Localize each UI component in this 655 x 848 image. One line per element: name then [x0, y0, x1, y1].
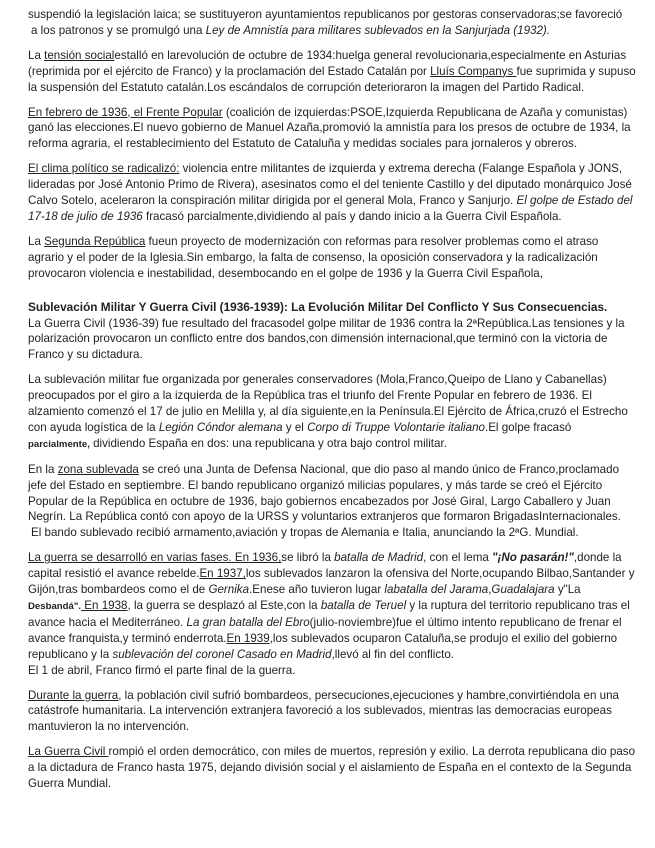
text: dividiendo España en dos: una republicana y otra bajo control militar.: [89, 436, 447, 450]
durante-guerra-link[interactable]: Durante la guerra,: [28, 688, 122, 702]
frente-popular-paragraph: [28, 105, 636, 153]
text: violencia entre militantes de izquierda y extrema derecha (Falange Española y JONS, lideradas por José Antonio Primo de Rivera), asesinatos como el del teniente Castillo y del diputado monárquico José Calvo Sotelo, aceleraron la conspiración militar dirigida por el general Mola, Franco y Sanjurjo.: [28, 162, 632, 208]
text: se libró la: [281, 551, 335, 565]
text: El 1 de abril, Franco firmó el parte final de la guerra.: [28, 663, 296, 677]
text: La: [28, 234, 45, 248]
document-page: [28, 7, 636, 801]
text: ,los sublevados ocuparon Cataluña,se produjo el exilio del gobierno republicano y la: [28, 631, 618, 661]
zona-sublevada-paragraph: [28, 462, 636, 542]
sublevacion-casado: sublevación del coronel Casado en Madrid: [112, 647, 332, 661]
year-1938-link[interactable]: En 1938: [81, 599, 128, 612]
zona-sublevada-link[interactable]: zona sublevada: [57, 462, 139, 476]
text: .El golpe fracasó: [484, 420, 572, 434]
guerra-civil-link[interactable]: La Guerra Civil: [28, 745, 109, 759]
text: ,donde la capital resistió el avance rebelde.: [28, 551, 622, 581]
text: (coalición de izquierdas:PSOE,Izquierda Republicana de Azaña y comunistas) ganó las elecciones.El nuevo gobierno de Manuel Azaña,promovió la amnistía para los presos de octubre de 1934, la reforma agraria, el restablecimiento del Estatuto de Cataluña y medidas sociales para jornaleros y obreros.: [28, 105, 631, 151]
durante-guerra-paragraph: [28, 688, 636, 736]
text: parcialmente,: [28, 438, 90, 450]
text: fracasó parcialmente,dividiendo al país y dando inicio a la Guerra Civil Española.: [142, 209, 562, 223]
text: La sublevación militar fue organizada por generales conservadores (Mola,Franco,Queipo de Llano y Cabanellas) preocupados por el giro a la izquierda de la República tras el triunfo del Frente Popular en febrero de 1936. El alzamiento comenzó el 17 de julio en Melilla y, al día siguiente,en la Península.El Ejército de África,cruzó el Estrecho con ayuda logística de la: [28, 373, 628, 434]
text: (julio-noviembre)fue el último intento republicano de frenar el avance franquista,y terminó enderrota.: [28, 615, 622, 645]
golpe-estado-italic: El golpe de Estado del 17-18 de julio de 1936: [28, 194, 633, 223]
intro-paragraph: [28, 7, 636, 39]
text: , con el lema: [423, 551, 493, 565]
text: se creó una Junta de Defensa Nacional, que dio paso al mando único de Franco,proclamado jefe del Estado en septiembre. El bando republicano organizó milicias populares, y más tarde se creó el Ejército Popular de la República en octubre de 1936, bajo gobiernos encabezados por José Giral, Largo Caballero y Juan Negrín. La República contó con apoyo de la URSS y voluntarios extranjeros que formaron BrigadasInternacionales.: [28, 462, 621, 524]
section-heading: Sublevación Militar Y Guerra Civil (1936-1939): La Evolución Militar Del Conflicto Y Sus Consecuencias.: [28, 299, 608, 314]
companys-link[interactable]: Lluís Companys: [430, 64, 517, 78]
text: fueun proyecto de modernización con reformas para resolver problemas como el atraso agrario y el poder de la Iglesia.Sin embargo, la falta de consenso, la oposición conservadora y la radicalización provocaron violencia e inestabilidad, desembocando en el golpe de 1936 y la Guerra Civil Española,: [28, 234, 599, 280]
final-paragraph: [28, 744, 636, 792]
text: , la guerra se desplazó al Este,con la: [127, 599, 321, 612]
no-pasaran: "¡No pasarán!": [492, 551, 574, 565]
text: y"La: [554, 583, 581, 597]
batalla-madrid: batalla de Madrid: [334, 551, 424, 565]
text: ,: [488, 583, 492, 597]
intro-line1: suspendió la legislación laica; se sustituyeron ayuntamientos republicanos por gestoras conservadoras;se favoreció: [28, 8, 623, 21]
tension-social-link[interactable]: tensión social: [44, 48, 115, 62]
text: fue suprimida y supuso la suspensión del Estatuto catalán.Los escándalos de corrupción deterioraron la imagen del Partido Radical.: [28, 64, 636, 94]
segunda-republica-link[interactable]: Segunda República: [44, 234, 146, 248]
year-1937-link[interactable]: En 1937,: [199, 567, 246, 581]
batalla-jarama: labatalla del Jarama: [384, 583, 489, 597]
sublevacion-paragraph: [28, 372, 636, 453]
text: los sublevados lanzaron la ofensiva del Norte,ocupando Bilbao,Santander y Gijón,tras bombardeos como el de: [28, 567, 635, 597]
guerra-civil-paragraph: La Guerra Civil (1936-39) fue resultado del fracasodel golpe militar de 1936 contra la 2ªRepública.Las tensiones y la polarización provocaron un conflicto entre dos bandos,con dimensión internacional,que terminó con la victoria de Franco y su dictadura.: [28, 316, 625, 362]
tension-paragraph: [28, 48, 636, 96]
fases-link[interactable]: La guerra se desarrolló en varias fases.: [28, 551, 232, 565]
intro-line2: a los patronos y se promulgó una: [31, 23, 206, 37]
guadalajara: Guadalajara: [491, 583, 555, 597]
text: rompió el orden democrático, con miles de muertos, represión y exilio. La derrota republicana dio paso a la dictadura de Franco hasta 1975, dejando división social y el aislamiento de España en el contexto de la Segunda Guerra Mundial.: [28, 745, 636, 791]
amnesty-law: Ley de Amnistía para militares sublevados en la Sanjurjada (1932).: [205, 23, 551, 37]
text: En la: [28, 462, 58, 476]
frente-popular-link[interactable]: En febrero de 1936, el Frente Popular: [28, 105, 223, 119]
text: La: [28, 48, 45, 62]
batalla-ebro: La gran batalla del Ebro: [186, 615, 310, 629]
corpo-truppe: Corpo di Truppe Volontarie italiano: [307, 420, 485, 434]
gernika: Gernika: [208, 583, 250, 597]
batalla-teruel: batalla de Teruel: [320, 599, 407, 612]
text: ,llevó al fin del conflicto.: [331, 647, 455, 661]
year-1936-link[interactable]: En 1936,: [231, 551, 282, 565]
segunda-republica-paragraph: [28, 234, 636, 282]
legion-condor: Legión Cóndor alemana: [158, 420, 283, 434]
desbanda: Desbandá".: [28, 601, 82, 612]
text: .Enese año tuvieron lugar: [249, 583, 385, 597]
year-1939-link[interactable]: En 1939: [226, 631, 270, 645]
clima-paragraph: [28, 161, 636, 225]
text: la población civil sufrió bombardeos, persecuciones,ejecuciones y hambre,convirtiéndola en una catástrofe humanitaria. La intervención extranjera favoreció a los sublevados, mientras las democracias europeas mantuvieron la no intervención.: [28, 688, 619, 734]
text: y el: [282, 420, 308, 434]
clima-link[interactable]: El clima político se radicalizó:: [28, 162, 180, 176]
text: estalló en larevolución de octubre de 1934:huelga general revolucionaria,especialmente en Asturias (reprimida por el ejército de Franco) y la proclamación del Estado Catalán por: [28, 48, 627, 78]
text: El bando sublevado recibió armamento,aviación y tropas de Alemania e Italia, anunciando la 2ªG. Mundial.: [31, 526, 579, 540]
fases-paragraph: [28, 550, 636, 678]
text: y la ruptura del territorio republicano tras el avance hacia el Mediterráneo.: [28, 599, 630, 629]
